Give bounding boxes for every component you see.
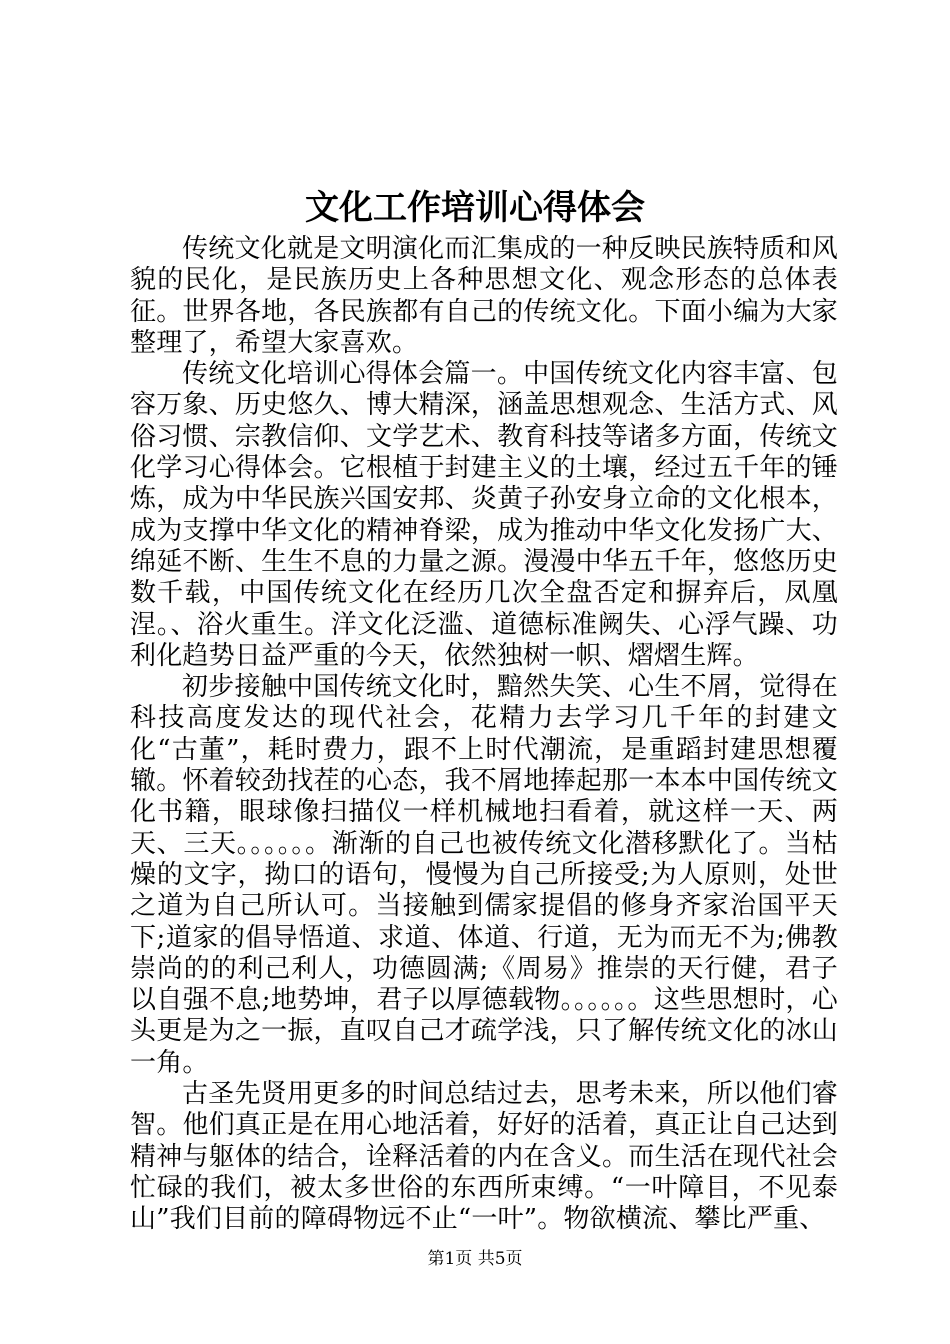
paragraph: 传统文化就是文明演化而汇集成的一种反映民族特质和风貌的民化，是民族历史上各种思想文化、观念形态的总体表征。世界各地，各民族都有自己的传统文化。下面小编为大家整理了，希望大家喜欢。: [130, 234, 838, 358]
paragraph: 初步接触中国传统文化时，黯然失笑、心生不屑，觉得在科技高度发达的现代社会，花精力去学习几千年的封建文化“古董”，耗时费力，跟不上时代潮流，是重蹈封建思想覆辙。怀着较劲找茬的心态，我不屑地捧起那一本本中国传统文化书籍，眼球像扫描仪一样机械地扫看着，就这样一天、两天、三天。。。。。。渐渐的自己也被传统文化潜移默化了。当枯燥的文字，拗口的语句，慢慢为自己所接受;为人原则，处世之道为自己所认可。当接触到儒家提倡的修身齐家治国平天下;道家的倡导悟道、求道、体道、行道，无为而无不为;佛教崇尚的的利己利人，功德圆满;《周易》推崇的天行健，君子以自强不息;地势坤，君子以厚德载物。。。。。。这些思想时，心头更是为之一振，直叹自己才疏学浅，只了解传统文化的冰山一角。: [130, 672, 838, 1078]
page-footer: 第1页 共5页: [427, 1249, 523, 1269]
document-title: 文化工作培训心得体会: [305, 188, 645, 228]
document-body: [130, 234, 838, 1236]
paragraph: 古圣先贤用更多的时间总结过去，思考未来，所以他们睿智。他们真正是在用心地活着，好好的活着，真正让自己达到精神与躯体的结合，诠释活着的内在含义。而生活在现代社会忙碌的我们，被太多世俗的东西所束缚。“一叶障目，不见泰山”我们目前的障碍物远不止“一叶”。物欲横流、攀比严重、: [130, 1079, 838, 1235]
paragraph: 传统文化培训心得体会篇一。中国传统文化内容丰富、包容万象、历史悠久、博大精深，涵盖思想观念、生活方式、风俗习惯、宗教信仰、文学艺术、教育科技等诸多方面，传统文化学习心得体会。它根植于封建主义的土壤，经过五千年的锤炼，成为中华民族兴国安邦、炎黄子孙安身立命的文化根本，成为支撑中华文化的精神脊梁，成为推动中华文化发扬广大、绵延不断、生生不息的力量之源。漫漫中华五千年，悠悠历史数千载，中国传统文化在经历几次全盘否定和摒弃后，凤凰涅。、浴火重生。洋文化泛滥、道德标准阙失、心浮气躁、功利化趋势日益严重的今天，依然独树一帜、熠熠生辉。: [130, 359, 838, 671]
